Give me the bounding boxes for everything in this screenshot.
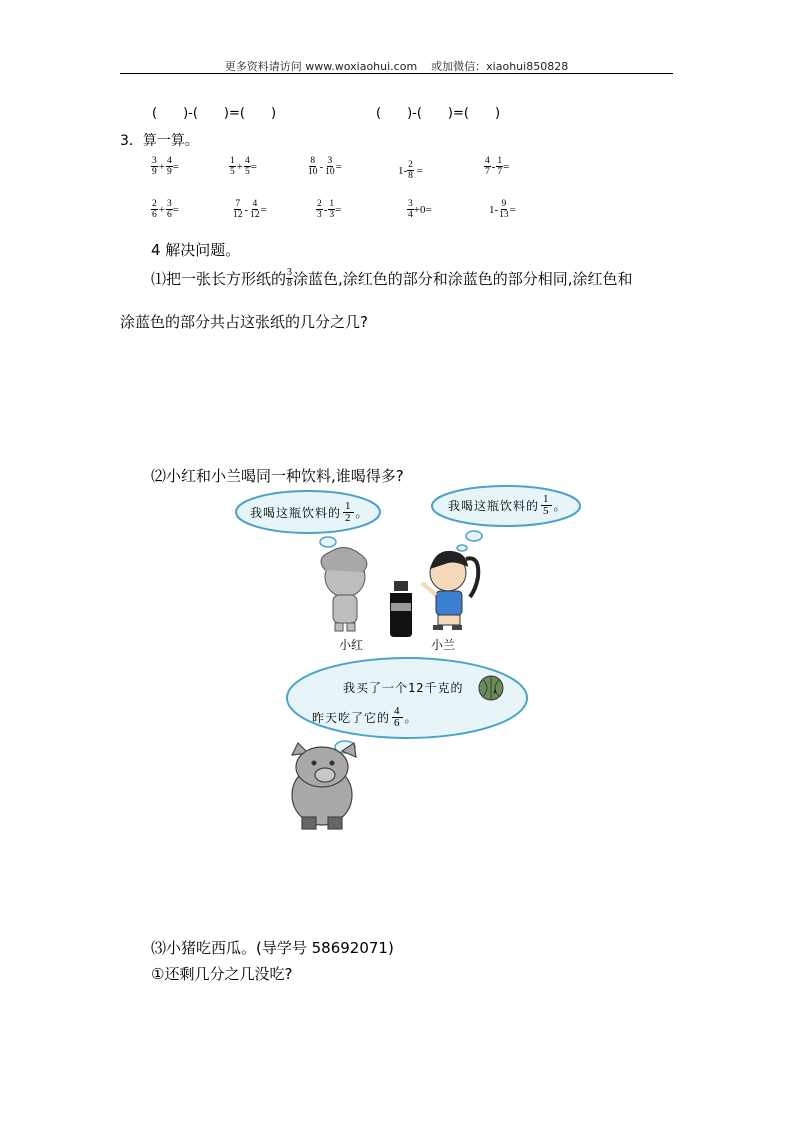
blank-row-2: ( )-( )=( ) <box>376 106 501 121</box>
header-site: 更多资料请访问 www.woxiaohui.com <box>224 60 418 73</box>
calc-item: 1- $\frac{2}{8}$ = <box>398 160 423 181</box>
question-3: ⑶小猪吃西瓜。(导学号 58692071) <box>151 939 394 957</box>
header-wechat: 或加微信：xiaohui850828 <box>431 60 569 73</box>
pig-bubble-line-1: 我买了一个12千克的 , <box>343 680 500 695</box>
calc-item: $\frac{4}{7}$ - $\frac{1}{7}$ = <box>485 156 510 177</box>
calc-item: $\frac{2}{3}$ - $\frac{1}{3}$ = <box>317 199 342 220</box>
drink-bottle <box>390 581 412 637</box>
girl-xiaohong <box>321 547 367 631</box>
label-xiaolan: 小兰 <box>431 638 456 652</box>
question-1: ⑴把一张长方形纸的 $\frac{3}{8}$ 涂蓝色,涂红色的部分和涂蓝色的部分相同,涂红色和 <box>151 267 633 289</box>
blank-row-1: ( )-( )=( ) <box>152 106 277 121</box>
calc-item: $\frac{3}{9}$ + $\frac{4}{9}$ = <box>152 156 179 177</box>
calc-item: $\frac{7}{12}$ - $\frac{4}{12}$ = <box>233 199 267 220</box>
header-divider <box>120 73 673 74</box>
section-4-title: 4 解决问题。 <box>151 241 241 259</box>
pig <box>292 743 356 829</box>
pig-bubble-line-2: 昨天吃了它的 $\frac{4}{6}$ 。 <box>312 705 418 729</box>
bubble-text-left: 我喝这瓶饮料的 $\frac{1}{2}$ 。 <box>250 500 369 524</box>
calc-item: $\frac{8}{10}$ - $\frac{3}{10}$ = <box>308 156 342 177</box>
calc-item: $\frac{2}{6}$ + $\frac{3}{6}$ = <box>152 199 179 220</box>
question-3-part-1: ①还剩几分之几没吃? <box>151 965 293 983</box>
girl-xiaolan <box>422 551 478 630</box>
page-header <box>0 58 793 74</box>
label-xiaohong: 小红 <box>339 638 364 652</box>
calc-item: $\frac{1}{5}$ + $\frac{4}{5}$ = <box>230 156 257 177</box>
calc-item: $\frac{3}{4}$ +0= <box>408 199 432 220</box>
calc-item: 1- $\frac{9}{13}$ = <box>489 199 516 220</box>
question-2: ⑵小红和小兰喝同一种饮料,谁喝得多? <box>151 467 404 485</box>
question-1-line-2: 涂蓝色的部分共占这张纸的几分之几? <box>120 313 368 331</box>
illustration <box>230 485 590 835</box>
bubble-text-right: 我喝这瓶饮料的 $\frac{1}{5}$ 。 <box>448 493 567 517</box>
section-3-title: 3．算一算。 <box>120 133 199 149</box>
